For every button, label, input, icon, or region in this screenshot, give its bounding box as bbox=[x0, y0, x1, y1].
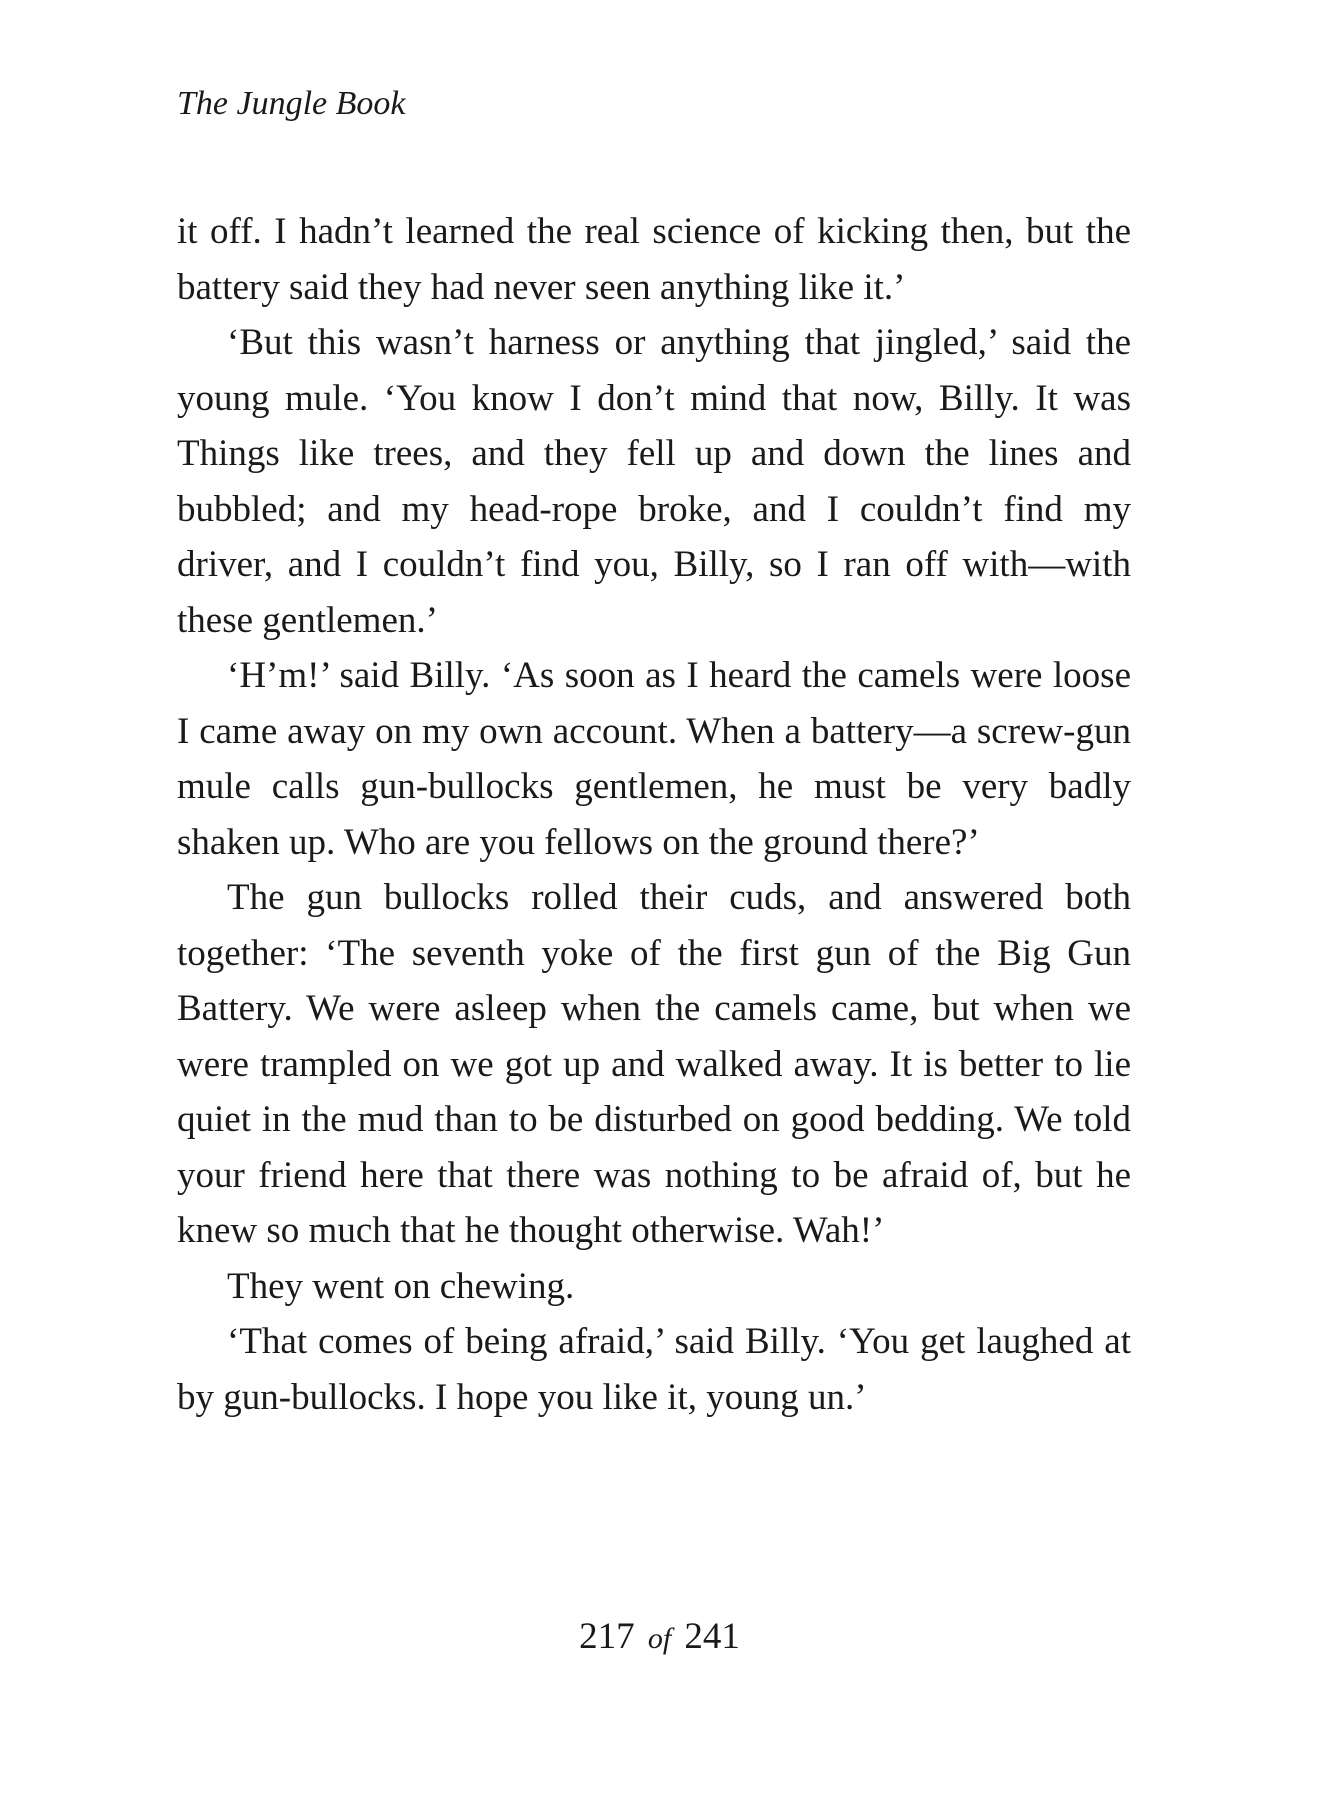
current-page: 217 bbox=[579, 1616, 635, 1657]
body-text bbox=[177, 204, 1131, 1425]
page-number bbox=[0, 1615, 1319, 1661]
paragraph: ‘H’m!’ said Billy. ‘As soon as I heard the camels were loose I came away on my own account. When a battery—a screw-gun mule calls gun-bullocks gentlemen, he must be very badly shaken up. Who are you fellows on the ground there?’ bbox=[177, 655, 1131, 863]
paragraph: ‘That comes of being afraid,’ said Billy. ‘You get laughed at by gun-bullocks. I hope you like it, young un.’ bbox=[177, 1321, 1131, 1418]
paragraph: They went on chewing. bbox=[227, 1265, 575, 1307]
running-head: The Jungle Book bbox=[177, 85, 406, 122]
paragraph: The gun bullocks rolled their cuds, and answered both together: ‘The seventh yoke of the first gun of the Big Gun Battery. We were asleep when the camels came, but when we were trampled on we got up and walked away. It is better to lie quiet in the mud than to be disturbed on good bedding. We told your friend here that there was nothing to be afraid of, but he knew so much that he thought otherwise. Wah!’ bbox=[177, 877, 1131, 1251]
paragraph: ‘But this wasn’t harness or anything that jingled,’ said the young mule. ‘You know I don’t mind that now, Billy. It was Things like trees, and they fell up and down the lines and bubbled; and my head-rope broke, and I couldn’t find my driver, and I couldn’t find you, Billy, so I ran off with—with these gentlemen.’ bbox=[177, 322, 1131, 641]
total-pages: 241 bbox=[684, 1616, 740, 1657]
paragraph: it off. I hadn’t learned the real science of kicking then, but the battery said they had never seen anything like it.’ bbox=[177, 211, 1131, 308]
page-separator: of bbox=[647, 1622, 672, 1655]
